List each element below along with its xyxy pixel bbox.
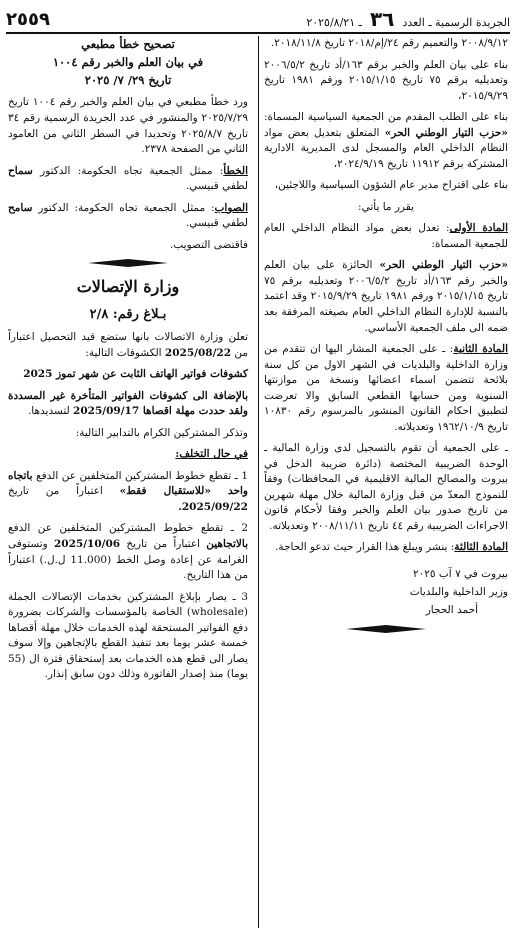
text: : ـ على الجمعية المشار اليها ان تتقدم من وزارة الداخلية والبلديات في الشهر الاول من كل سنة بلائحة تتضمن اسماء اعضائها ونسخة من موازنتها السنوية ومن حسابها القطعي السابق والا تعرضت لتطبيق احكام القانون المنشور بالمرسوم رقم ١٠٨٣٠ تاريخ ١٩٦٢/١٠/٩ وتعديلاته. — [264, 343, 508, 433]
text: : ينشر ويبلغ هذا القرار حيث تدعو الحاجة. — [275, 541, 455, 554]
issue-number: ٣٦ — [369, 7, 395, 31]
issue-date: ـ ٢٠٢٥/٨/٢١ — [306, 16, 362, 29]
signature-place: بيروت في ٧ آب ٢٠٢٥ — [413, 567, 508, 580]
header-title-group — [306, 7, 510, 31]
article-2 — [264, 342, 508, 435]
text: بالإضافة الى كشوفات الفواتير المتأخرة غير المسددة ولقد حددت مهلة اقصاها — [8, 389, 248, 418]
text: لطفي قبيسي. — [185, 180, 248, 193]
paragraph: ـ على الجمعية أن تقوم بالتسجيل لدى وزارة المالية ـ الوحدة الضريبية المختصة (دائرة ضريبة الدخل في بيروت والمصالح المالية الاقليمية في المحافظات) وفقاً للنموذج المعدّ من قبل وزارة المالية خلال مهلة شهرين من تاريخ صدور بيان العلم والخبر وفقا لأحكام قانون الاجراءات الضريبية رقم ٤٤ تاريخ ٢٠٠٨/١١/١١ وتعديلاته. — [264, 442, 508, 532]
error-label: الخطأ — [223, 164, 248, 177]
date: 2025/10/06 — [53, 537, 121, 550]
paragraph — [264, 110, 508, 172]
paragraph: بناء على بيان العلم والخبر برقم ١٦٣/أد تاريخ ٢٠٠٦/٥/٢ وتعديليه برقم ٧٥ تاريخ ٢٠١٥/١/١٥ ورقم ١٩٨١ تاريخ ٢٠١٥/٩/٢٩، — [264, 58, 509, 102]
gazette-name: الجريدة الرسمية ـ العدد — [402, 16, 510, 29]
ministry-title: وزارة الإتصالات — [76, 277, 180, 297]
delay-heading: في حال التخلف: — [175, 448, 248, 461]
correction-note: فاقتضى التصويب. — [170, 238, 248, 251]
party-name: «حزب التيار الوطني الحر» — [379, 259, 508, 272]
page-number: ٢٥٥٩ — [6, 8, 50, 30]
text: . — [178, 500, 182, 513]
text: اعتباراً من تاريخ — [8, 485, 120, 498]
list-item — [8, 521, 248, 583]
text: وتستوفى الغرامة عن إعادة وصل الخط (11.000 ل.ل.) اعتباراً من هذا التاريخ. — [8, 537, 248, 582]
article-1 — [264, 221, 508, 252]
paragraph: ورد خطأ مطبعي في بيان العلم والخبر رقم ١٠٠٤ تاريخ ٢٠٢٥/٧/٢٩ والمنشور في عدد الجريدة الرسمية رقم ٣٤ تاريخ ٢٠٢٥/٨/٧ وتحديدا في السطر الثاني من العامود الثاني من الصفحة ٢٣٧٨. — [8, 96, 249, 156]
date: 2025/09/22 — [181, 500, 248, 513]
text: اعتباراً من تاريخ — [120, 537, 207, 550]
text: 2 ـ تقطع خطوط المشتركين المتخلفين عن الدفع — [8, 522, 248, 535]
correct-label: الصواب — [214, 201, 248, 214]
paragraph: بناء على اقتراح مدير عام الشؤون السياسية واللاجئين، — [274, 179, 508, 192]
text: 1 ـ تقطع خطوط المشتركين المتخلفين عن الدفع — [32, 469, 248, 482]
signature-name: أحمد الحجار — [425, 603, 478, 616]
text: بناء على الطلب المقدم من الجمعية السياسية المسماة: — [264, 111, 508, 124]
list-item — [8, 469, 248, 516]
text: : تعدل بعض مواد النظام الداخلي العام للجمعية المسماة: — [264, 222, 508, 250]
text: تعلن وزارة الاتصالات بانها ستضع قيد التحصيل اعتباراً من — [8, 331, 248, 359]
correction-subtitle: في بيان العلم والخبر رقم ١٠٠٤ — [52, 54, 204, 69]
signature-block — [264, 566, 508, 620]
correct-name: سامح — [8, 201, 33, 214]
text: المتعلق بتعديل بعض مواد النظام الداخلي العام والمسجل لدى المديرية الادارية المشتركة برقم ١١٩١٢ تاريخ ٢٠٢٤/٩/١٩، — [264, 126, 508, 170]
signature-title: وزير الداخلية والبلديات — [409, 585, 508, 598]
date: 2025/09/17 — [73, 405, 140, 418]
article-label: المادة الثالثة — [454, 541, 508, 554]
page-header — [6, 6, 510, 34]
error-line — [8, 164, 248, 195]
text: : ممثل الجمعية تجاه الحكومة: الدكتور — [32, 201, 215, 214]
text: الكشوفات التالية: — [85, 346, 165, 359]
announcement-number: بـلاغ رقم: ٢/٨ — [89, 306, 167, 322]
text: لطفي قبيسي. — [185, 217, 248, 230]
separator-ornament — [264, 625, 508, 633]
left-column — [8, 36, 248, 689]
emphasis: باتجاه واحد «للاستقبال فقط» — [8, 469, 248, 498]
bill-item: كشوفات فواتير الهاتف الثابت عن شهر تموز 2025 — [23, 368, 248, 381]
date: 2025/08/22 — [164, 346, 232, 359]
text: الحائزة على بيان العلم والخبر رقم ١٦٣/أد تاريخ ٢٠٠٦/٥/٢ وتعديليه برقم ٧٥ تاريخ ٢٠١٥/١/١٥ ورقم ١٩٨١ تاريخ ٢٠١٥/٩/٢٩ وقد اعتمد بالنسبة للإدارة النظام الداخلي العام بصيغته المرفقة بعد ضمه الى ملف الجمعية الأساسي. — [264, 259, 508, 334]
text: لتسديدها. — [27, 405, 74, 418]
article-3 — [264, 540, 508, 556]
party-name: «حزب التيار الوطني الحر» — [384, 126, 508, 139]
correction-date: تاريخ ٢٩/ ٧/ ٢٠٢٥ — [84, 72, 172, 87]
bill-item — [8, 389, 248, 420]
separator-ornament — [8, 259, 248, 267]
column-divider — [258, 36, 259, 928]
emphasis: بالاتجاهين — [206, 537, 248, 550]
correction-title: تصحيح خطأ مطبعي — [81, 37, 175, 51]
right-column — [264, 36, 508, 639]
decides-heading: يقرر ما يأتي: — [358, 200, 414, 213]
paragraph — [8, 330, 248, 361]
article-1-body — [264, 258, 508, 336]
correct-line — [8, 201, 248, 232]
article-label: المادة الثانية — [453, 343, 508, 356]
list-item: 3 ـ يصار بإبلاغ المشتركين بخدمات الإتصالات الجملة (wholesale) الخاصة بالمؤسسات والشركات بضرورة دفع الفواتير المستحقة لهذه الخدمات خلال مهلة أقصاها خمسة عشر يوما بعد تنفيذ القطع بالإتجاهين وإلا سوف يصار الى قطع هذه الخدمات بعد إستحقاق فترة ال (55 يوما) منذ إصدار الفاتورة وذلك دون سابق إنذار. — [8, 590, 248, 681]
error-name: سماح — [8, 164, 33, 177]
text: : ممثل الجمعية تجاه الحكومة: الدكتور — [32, 164, 224, 177]
paragraph: وتذكر المشتركين الكرام بالتدابير التالية: — [75, 426, 248, 439]
article-label: المادة الأولى — [449, 222, 508, 235]
paragraph: ٢٠٠٨/٩/١٢ والتعميم رقم ٢٤/إم/٢٠١٨ تاريخ ٢٠١٨/١١/٨. — [270, 37, 508, 49]
